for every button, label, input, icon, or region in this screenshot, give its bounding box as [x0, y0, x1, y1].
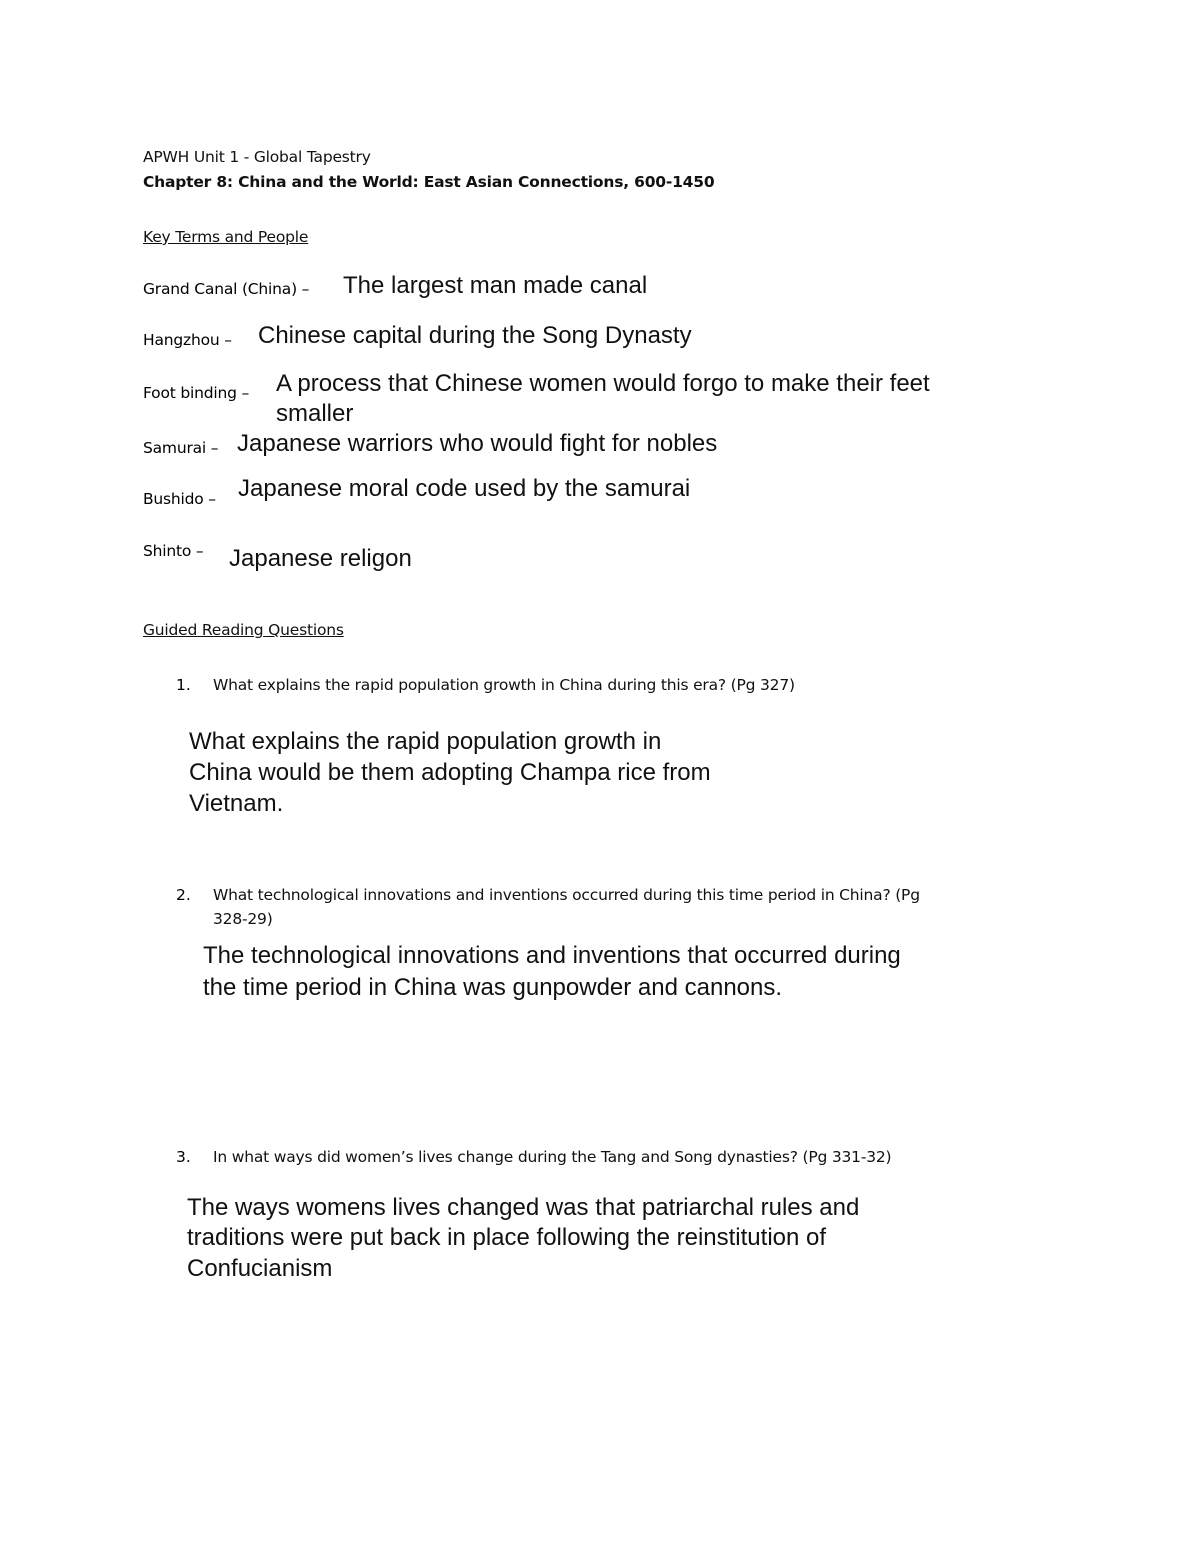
chapter-title: Chapter 8: China and the World: East Asian Connections, 600-1450: [143, 173, 715, 191]
term-hangzhou-answer: Chinese capital during the Song Dynasty: [258, 322, 692, 349]
question-3-number: 3.: [176, 1148, 191, 1166]
question-3-text: In what ways did women’s lives change during the Tang and Song dynasties? (Pg 331-32): [213, 1148, 892, 1166]
key-terms-heading: Key Terms and People: [143, 228, 309, 246]
term-foot-binding-answer-line2: smaller: [276, 400, 354, 427]
question-3-answer-line1: The ways womens lives changed was that patriarchal rules and: [187, 1194, 860, 1221]
term-samurai-label: Samurai –: [143, 439, 219, 457]
question-1-answer-line2: China would be them adopting Champa rice from: [189, 759, 711, 786]
question-2-number: 2.: [176, 886, 191, 904]
term-samurai-answer: Japanese warriors who would fight for nobles: [237, 430, 718, 457]
question-2-answer-line2: the time period in China was gunpowder and cannons.: [203, 974, 783, 1001]
term-shinto-label: Shinto –: [143, 542, 204, 560]
question-2-text-line2: 328-29): [213, 910, 273, 928]
question-1-answer-line3: Vietnam.: [189, 790, 284, 817]
term-shinto-answer: Japanese religon: [229, 545, 412, 572]
term-bushido-answer: Japanese moral code used by the samurai: [238, 475, 691, 502]
term-hangzhou-label: Hangzhou –: [143, 331, 232, 349]
question-2-answer-line1: The technological innovations and inventions that occurred during: [203, 942, 901, 969]
term-foot-binding-label: Foot binding –: [143, 384, 249, 402]
term-grand-canal-label: Grand Canal (China) –: [143, 280, 310, 298]
term-bushido-label: Bushido –: [143, 490, 216, 508]
question-1-answer-line1: What explains the rapid population growth in: [189, 728, 662, 755]
course-line: APWH Unit 1 - Global Tapestry: [143, 148, 371, 166]
term-foot-binding-answer-line1: A process that Chinese women would forgo to make their feet: [276, 370, 930, 397]
question-1-number: 1.: [176, 676, 191, 694]
term-grand-canal-answer: The largest man made canal: [343, 272, 648, 299]
question-2-text-line1: What technological innovations and inventions occurred during this time period in China? (Pg: [213, 886, 920, 904]
guided-reading-heading: Guided Reading Questions: [143, 621, 344, 639]
question-3-answer-line3: Confucianism: [187, 1255, 333, 1282]
question-1-text: What explains the rapid population growth in China during this era? (Pg 327): [213, 676, 795, 694]
question-3-answer-line2: traditions were put back in place following the reinstitution of: [187, 1224, 827, 1251]
